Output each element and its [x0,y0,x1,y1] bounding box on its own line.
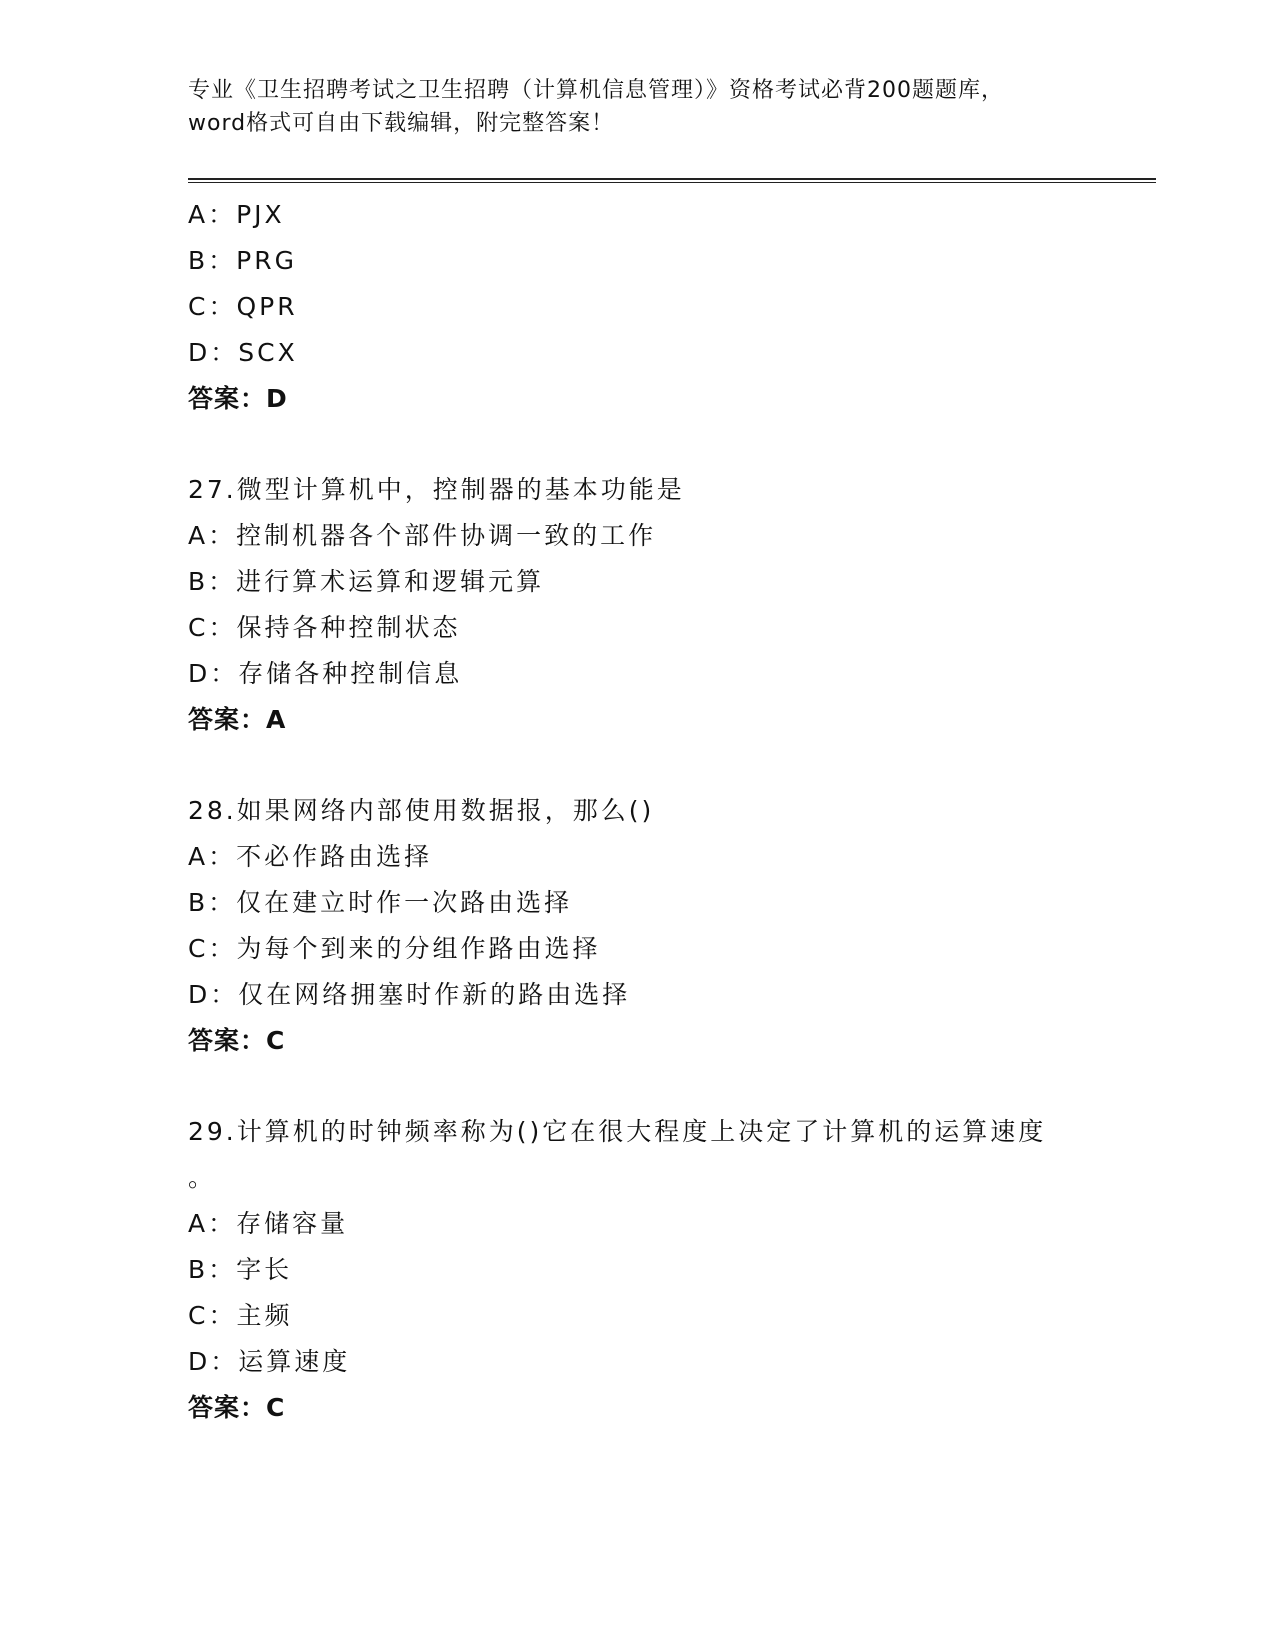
question-27 [188,467,1148,743]
option-b: B：仅在建立时作一次路由选择 [188,888,573,917]
option-c: C：为每个到来的分组作路由选择 [188,934,601,963]
option-a: A：不必作路由选择 [188,842,433,871]
question-stem: 27.微型计算机中，控制器的基本功能是 [188,475,685,504]
answer: 答案：D [188,384,288,413]
option-b: B：字长 [188,1255,293,1284]
question-29 [188,1109,1148,1431]
question-stem: 28.如果网络内部使用数据报，那么() [188,796,655,825]
option-c: C：保持各种控制状态 [188,613,461,642]
option-b: B：进行算术运算和逻辑元算 [188,567,545,596]
option-a: A：存储容量 [188,1209,349,1238]
question-26 [188,192,1148,422]
option-c: C：主频 [188,1301,293,1330]
answer: 答案：C [188,1026,286,1055]
option-b: B：PRG [188,246,297,275]
document-header [188,74,1088,140]
option-c: C：QPR [188,292,298,321]
option-a: A：控制机器各个部件协调一致的工作 [188,521,657,550]
option-a: A：PJX [188,200,285,229]
option-d: D：SCX [188,338,298,367]
option-d: D：运算速度 [188,1347,351,1376]
header-line-2: word格式可自由下载编辑，附完整答案！ [188,111,615,136]
answer: 答案：C [188,1393,286,1422]
question-28 [188,788,1148,1064]
question-stem: 29.计算机的时钟频率称为()它在很大程度上决定了计算机的运算速度 [188,1117,1047,1146]
question-list [188,192,1148,1431]
header-line-1: 专业《卫生招聘考试之卫生招聘（计算机信息管理）》资格考试必背200题题库， [188,78,1004,103]
option-d: D：仅在网络拥塞时作新的路由选择 [188,980,631,1009]
question-stem-continuation: 。 [188,1163,214,1192]
option-d: D：存储各种控制信息 [188,659,463,688]
answer: 答案：A [188,705,287,734]
header-divider [188,178,1156,183]
